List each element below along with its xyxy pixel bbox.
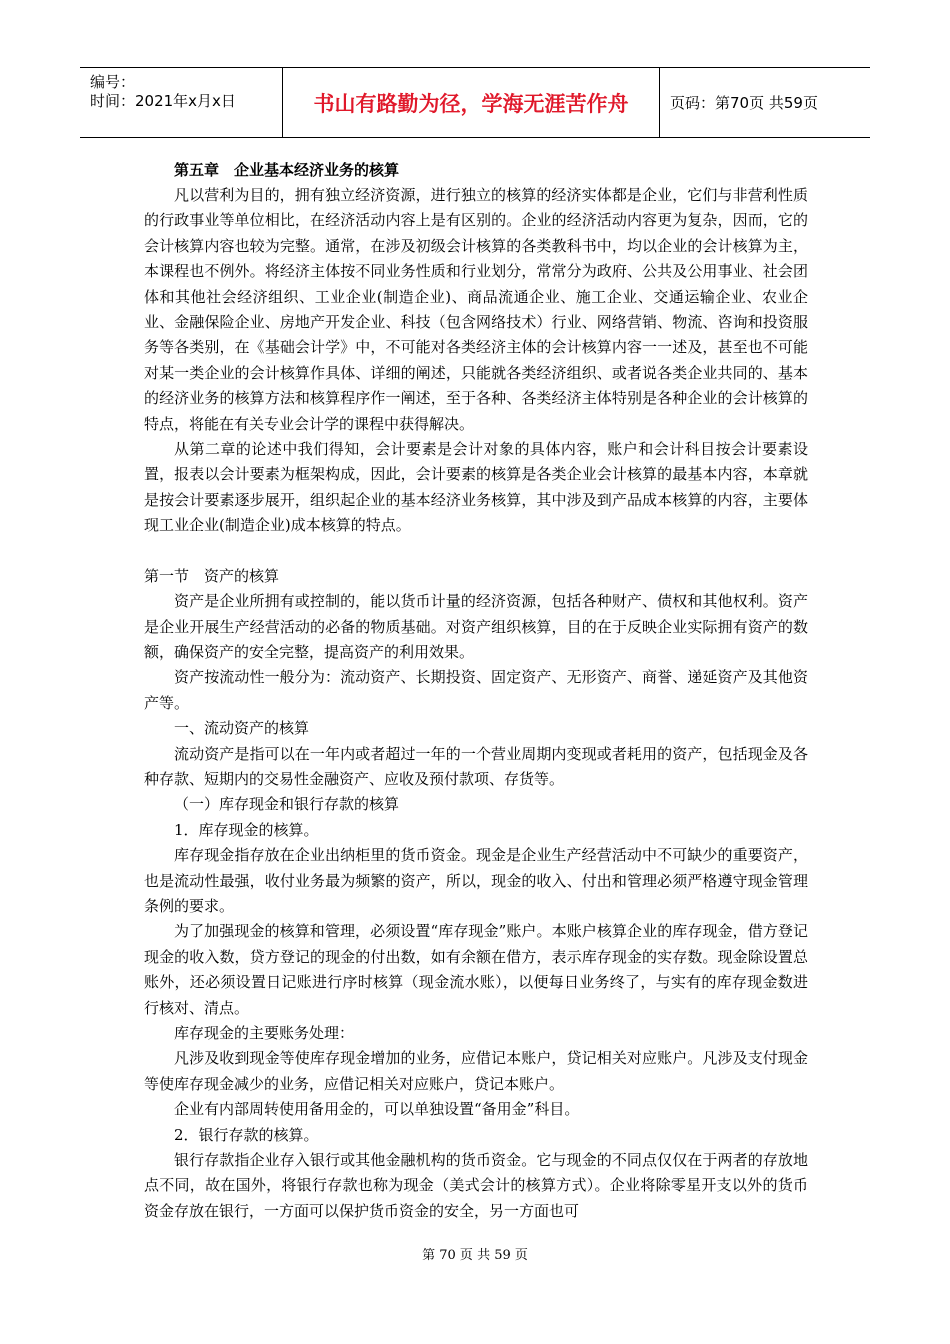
paragraph: 银行存款指企业存入银行或其他金融机构的货币资金。它与现金的不同点仅仅在于两者的存放地点不同，故在国外，将银行存款也称为现金（美式会计的核算方式）。企业将除零星开支以外的货币资金存放在银行，一方面可以保护货币资金的安全，另一方面也可	[144, 1151, 808, 1220]
header-meta-cell	[80, 68, 283, 137]
paragraph: 为了加强现金的核算和管理，必须设置“库存现金”账户。本账户核算企业的库存现金，借方登记现金的收入数，贷方登记的现金的付出数，如有余额在借方，表示库存现金的实存数。现金除设置总账外，还必须设置日记账进行序时核算（现金流水账），以便每日业务终了，与实有的库存现金数进行核对、清点。	[144, 922, 808, 1017]
paragraph: 资产是企业所拥有或控制的，能以货币计量的经济资源，包括各种财产、债权和其他权利。资产是企业开展生产经营活动的必备的物质基础。对资产组织核算，目的在于反映企业实际拥有资产的数额，确保资产的安全完整，提高资产的利用效果。	[144, 592, 808, 661]
paragraph: 库存现金的主要账务处理：	[174, 1024, 355, 1042]
paragraph: 流动资产是指可以在一年内或者超过一年的一个营业周期内变现或者耗用的资产，包括现金及各种存款、短期内的交易性金融资产、应收及预付款项、存货等。	[144, 744, 808, 788]
paragraph: 企业有内部周转使用备用金的，可以单独设置“备用金”科目。	[174, 1100, 580, 1119]
page-footer: 第 70 页 共 59 页	[422, 1248, 528, 1263]
document-body	[144, 158, 808, 1224]
document-header	[80, 67, 870, 138]
heading-cash-on-hand: 1．库存现金的核算。	[174, 820, 319, 839]
paragraph: 资产按流动性一般分为：流动资产、长期投资、固定资产、无形资产、商誉、递延资产及其他资产等。	[144, 668, 808, 712]
paragraph: 从第二章的论述中我们得知，会计要素是会计对象的具体内容，账户和会计科目按会计要素设置，报表以会计要素为框架构成，因此，会计要素的核算是各类企业会计核算的最基本内容，本章就是按会计要素逐步展开，组织起企业的基本经济业务核算，其中涉及到产品成本核算的内容，主要体现工业企业(制造企业)成本核算的特点。	[144, 440, 808, 535]
section-title: 第一节 资产的核算	[144, 566, 280, 585]
motto: 书山有路勤为径，学海无涯苦作舟	[283, 68, 660, 137]
paragraph: 凡以营利为目的，拥有独立经济资源，进行独立的核算的经济实体都是企业，它们与非营利性质的行政事业等单位相比，在经济活动内容上是有区别的。企业的经济活动内容更为复杂，因而，它的会计核算内容也较为完整。通常，在涉及初级会计核算的各类教科书中，均以企业的会计核算为主，本课程也不例外。将经济主体按不同业务性质和行业划分，常常分为政府、公共及公用事业、社会团体和其他社会经济组织、工业企业(制造企业)、商品流通企业、施工企业、交通运输企业、农业企业、金融保险企业、房地产开发企业、科技（包含网络技术）行业、网络营销、物流、咨询和投资服务等各类别，在《基础会计学》中，不可能对各类经济主体的会计核算内容一一述及，甚至也不可能对某一类企业的会计核算作具体、详细的阐述，只能就各类经济组织、或者说各类企业共同的、基本的经济业务的核算方法和核算程序作一阐述，至于各种、各类经济主体特别是各种企业的会计核算的特点，将能在有关专业会计学的课程中获得解决。	[144, 186, 808, 433]
paragraph: 凡涉及收到现金等使库存现金增加的业务，应借记本账户，贷记相关对应账户。凡涉及支付现金等使库存现金减少的业务，应借记相关对应账户，贷记本账户。	[144, 1049, 808, 1093]
heading-bank-deposits: 2．银行存款的核算。	[174, 1125, 319, 1144]
number-label: 编号：	[90, 73, 136, 91]
chapter-title: 第五章 企业基本经济业务的核算	[174, 161, 400, 179]
page-code: 页码：第70页 共59页	[670, 94, 818, 112]
time-label: 时间：2021年x月x日	[90, 92, 236, 110]
heading-cash-and-deposits: （一）库存现金和银行存款的核算	[174, 795, 400, 814]
heading-current-assets: 一、流动资产的核算	[174, 719, 310, 738]
paragraph: 库存现金指存放在企业出纳柜里的货币资金。现金是企业生产经营活动中不可缺少的重要资产，也是流动性最强，收付业务最为频繁的资产，所以，现金的收入、付出和管理必须严格遵守现金管理条例的要求。	[144, 846, 808, 915]
